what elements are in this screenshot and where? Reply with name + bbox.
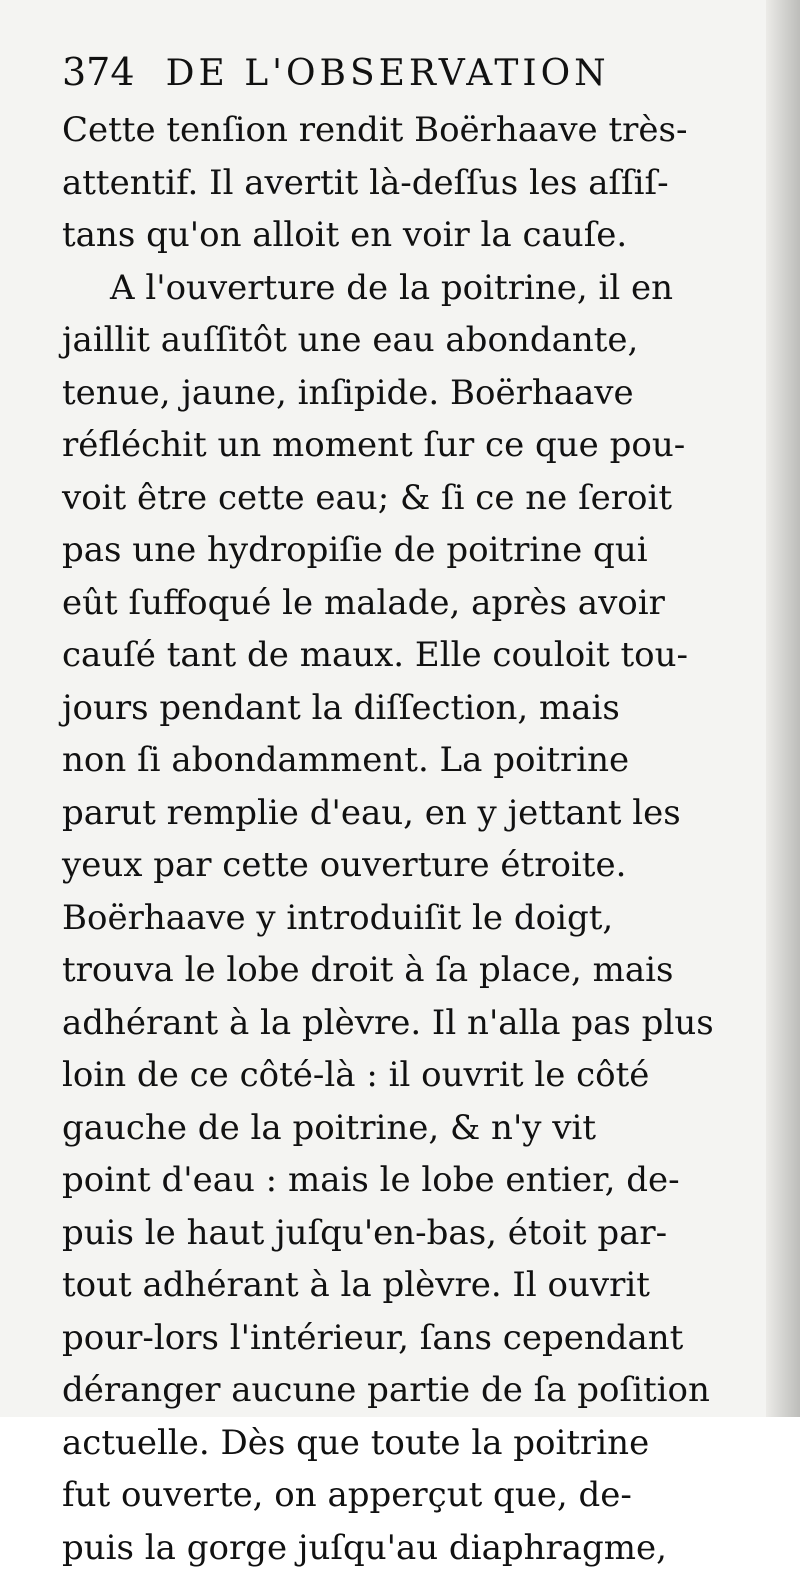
page-edge-shadow (766, 0, 800, 1417)
text-line: trouva le lobe droit à ſa place, mais (62, 944, 712, 997)
text-line: pour-lors l'intérieur, ſans cependant (62, 1312, 712, 1365)
text-line: attentif. Il avertit là-deſſus les aſſiſ- (62, 157, 712, 210)
text-line: pas une hydropiſie de poitrine qui (62, 524, 712, 577)
text-line: déranger aucune partie de ſa poſition (62, 1364, 712, 1417)
text-line: parut remplie d'eau, en y jettant les (62, 787, 712, 840)
page-number: 374 (62, 50, 135, 94)
text-line: A l'ouverture de la poitrine, il en (62, 262, 712, 315)
text-line: réfléchit un moment ſur ce que pou- (62, 419, 712, 472)
text-line: Cette tenſion rendit Boërhaave très- (62, 104, 712, 157)
text-line: tans qu'on alloit en voir la cauſe. (62, 209, 712, 262)
text-line: tout adhérant à la plèvre. Il ouvrit (62, 1259, 712, 1312)
text-line: tenue, jaune, inſipide. Boërhaave (62, 367, 712, 420)
text-line: gauche de la poitrine, & n'y vit (62, 1102, 712, 1155)
body-text (62, 104, 712, 1574)
text-line: actuelle. Dès que toute la poitrine (62, 1417, 712, 1470)
text-line: jaillit auſſitôt une eau abondante, (62, 314, 712, 367)
text-line: eût ſuffoqué le malade, après avoir (62, 577, 712, 630)
text-line: loin de ce côté-là : il ouvrit le côté (62, 1049, 712, 1102)
running-title: DE L'OBSERVATION (166, 53, 610, 94)
text-line: cauſé tant de maux. Elle couloit tou- (62, 629, 712, 682)
text-line: Boërhaave y introduiſit le doigt, (62, 892, 712, 945)
text-line: puis la gorge juſqu'au diaphragme, (62, 1522, 712, 1574)
text-line: voit être cette eau; & ſi ce ne ſeroit (62, 472, 712, 525)
text-line: puis le haut juſqu'en-bas, étoit par- (62, 1207, 712, 1260)
text-line: yeux par cette ouverture étroite. (62, 839, 712, 892)
page-header (62, 50, 610, 110)
text-line: point d'eau : mais le lobe entier, de- (62, 1154, 712, 1207)
text-line: fut ouverte, on apperçut que, de- (62, 1469, 712, 1522)
text-line: non ſi abondamment. La poitrine (62, 734, 712, 787)
text-line: adhérant à la plèvre. Il n'alla pas plus (62, 997, 712, 1050)
text-line: jours pendant la diſſection, mais (62, 682, 712, 735)
